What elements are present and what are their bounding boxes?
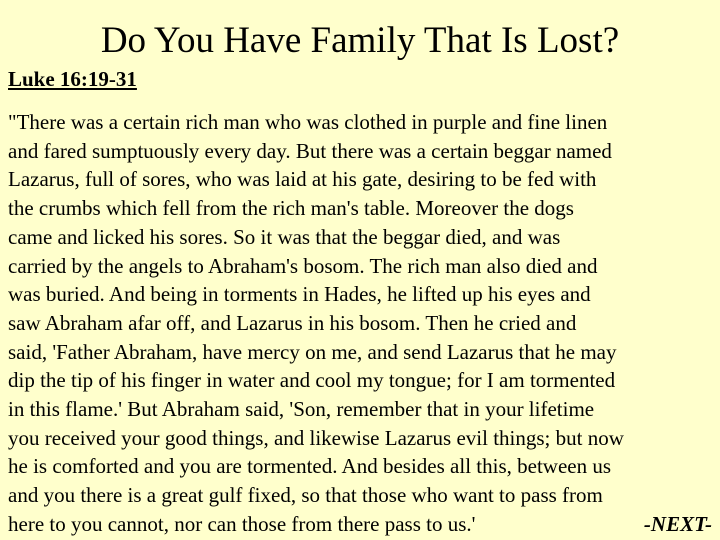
passage-line: came and licked his sores. So it was that the beggar died, and was <box>8 224 561 249</box>
slide-title: Do You Have Family That Is Lost? <box>100 20 620 61</box>
passage-line: Lazarus, full of sores, who was laid at his gate, desiring to be fed with <box>8 167 597 192</box>
passage-line: the crumbs which fell from the rich man's table. Moreover the dogs <box>8 196 574 221</box>
passage-last-line-text: here to you cannot, nor can those from there pass to us.' <box>8 511 476 536</box>
passage-line: carried by the angels to Abraham's bosom. The rich man also died and <box>8 253 598 278</box>
scripture-passage <box>8 108 720 539</box>
passage-line: in this flame.' But Abraham said, 'Son, remember that in your lifetime <box>8 397 595 422</box>
passage-line: said, 'Father Abraham, have mercy on me, and send Lazarus that he may <box>8 339 617 364</box>
passage-last-line <box>8 510 720 539</box>
passage-line: and fared sumptuously every day. But there was a certain beggar named <box>8 138 612 163</box>
passage-line: "There was a certain rich man who was clothed in purple and fine linen <box>8 110 608 134</box>
passage-line: dip the tip of his finger in water and cool my tongue; for I am tormented <box>8 368 616 393</box>
passage-line: you received your good things, and likewise Lazarus evil things; but now <box>8 425 624 450</box>
passage-line: he is comforted and you are tormented. And besides all this, between us <box>8 454 612 479</box>
scripture-reference: Luke 16:19-31 <box>8 67 137 91</box>
passage-line: was buried. And being in torments in Hades, he lifted up his eyes and <box>8 282 591 307</box>
passage-line: saw Abraham afar off, and Lazarus in his bosom. Then he cried and <box>8 310 577 335</box>
next-link[interactable]: -NEXT- <box>643 511 712 536</box>
passage-line: and you there is a great gulf fixed, so that those who want to pass from <box>8 483 603 508</box>
